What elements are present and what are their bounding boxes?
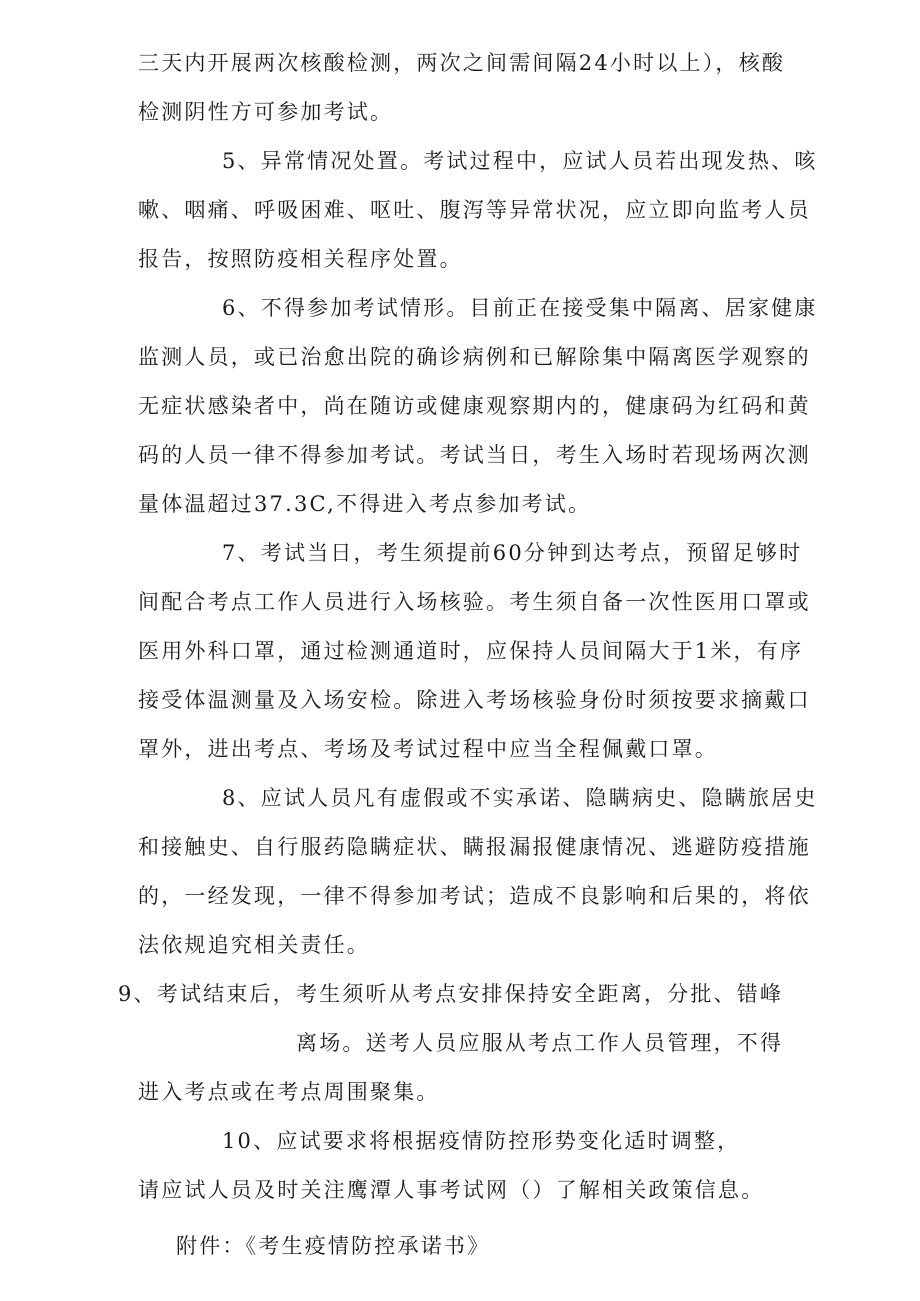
text-line: 接受体温测量及入场安检。除进入考场核验身份时须按要求摘戴口	[138, 688, 811, 712]
paragraph-7-start: 7、考试当日，考生须提前60分钟到达考点，预留足够时	[222, 541, 803, 565]
paragraph-9-start: 9、考试结束后，考生须听从考点安排保持安全距离，分批、错峰	[118, 982, 784, 1006]
text-line: 的，一经发现，一律不得参加考试；造成不良影响和后果的，将依	[138, 884, 811, 908]
text-line: 量体温超过37.3C,不得进入考点参加考试。	[138, 492, 592, 516]
text-line: 检测阴性方可参加考试。	[138, 100, 394, 124]
text-line: 和接触史、自行服药隐瞒症状、瞒报漏报健康情况、逃避防疫措施	[138, 835, 811, 859]
text-line: 报告，按照防疫相关程序处置。	[138, 247, 463, 271]
text-line: 无症状感染者中，尚在随访或健康观察期内的，健康码为红码和黄	[138, 394, 811, 418]
text-line: 码的人员一律不得参加考试。考试当日，考生入场时若现场两次测	[138, 443, 811, 467]
paragraph-8-start: 8、应试人员凡有虚假或不实承诺、隐瞒病史、隐瞒旅居史	[222, 786, 818, 810]
paragraph-10-start: 10、应试要求将根据疫情防控形势变化适时调整，	[222, 1129, 741, 1153]
text-line: 罩外，进出考点、考场及考试过程中应当全程佩戴口罩。	[138, 737, 718, 761]
text-line: 间配合考点工作人员进行入场核验。考生须自备一次性医用口罩或	[138, 590, 811, 614]
text-line: 嗽、咽痛、呼吸困难、呕吐、腹泻等异常状况，应立即向监考人员	[138, 198, 811, 222]
paragraph-6-start: 6、不得参加考试情形。目前正在接受集中隔离、居家健康	[222, 296, 818, 320]
text-line: 医用外科口罩，通过检测通道时，应保持人员间隔大于1米，有序	[138, 639, 804, 663]
attachment-line: 附件：《考生疫情防控承诺书》	[176, 1234, 491, 1258]
text-line: 法依规追究相关责任。	[138, 933, 370, 957]
paragraph-5-start: 5、异常情况处置。考试过程中，应试人员若出现发热、咳	[222, 149, 818, 173]
text-line: 三天内开展两次核酸检测，两次之间需间隔24小时以上），核酸	[138, 51, 786, 75]
text-line: 监测人员，或已治愈出院的确诊病例和已解除集中隔离医学观察的	[138, 345, 811, 369]
text-line: 请应试人员及时关注鹰潭人事考试网（）了解相关政策信息。	[138, 1178, 765, 1202]
text-line: 进入考点或在考点周围聚集。	[138, 1080, 440, 1104]
text-line: 离场。送考人员应服从考点工作人员管理，不得	[296, 1031, 784, 1055]
